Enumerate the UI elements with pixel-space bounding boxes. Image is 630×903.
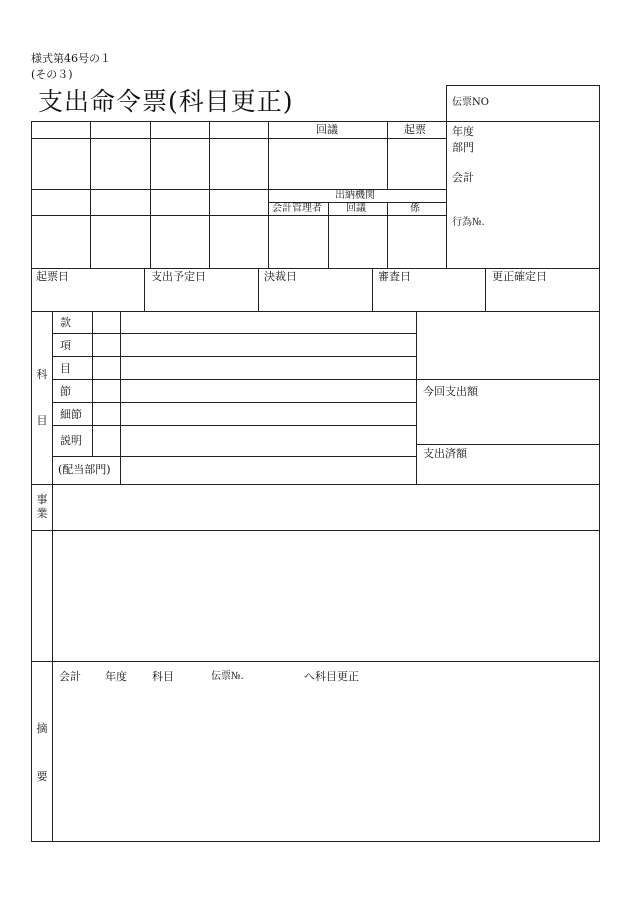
summary-label-1: 摘 [36, 722, 48, 735]
correction-date-label: 更正確定日 [492, 270, 547, 283]
account-label: 会計 [452, 171, 474, 184]
scheduled-payment-date-label: 支出予定日 [151, 270, 206, 283]
subject-label-1: 科 [36, 368, 48, 381]
subject-row-kan: 款 [60, 316, 71, 329]
subject-row-description: 説明 [60, 434, 82, 447]
action-number-label: 行為№. [452, 217, 485, 228]
subject-row-saisetsu: 細節 [60, 408, 82, 421]
circulation2-header: 回議 [346, 203, 366, 214]
summary-year: 年度 [105, 670, 127, 683]
department-label: 部門 [452, 141, 474, 154]
paid-amount-label: 支出済額 [423, 447, 467, 460]
staff-header: 係 [410, 203, 420, 214]
draft-date-label: 起票日 [36, 270, 69, 283]
summary-label-2: 要 [36, 770, 48, 783]
page-title: 支出命令票(科目更正) [38, 87, 294, 116]
project-label-2: 業 [36, 507, 48, 520]
slip-number-label: 伝票NO [452, 97, 489, 108]
subject-row-kou: 項 [60, 339, 71, 352]
subject-label-2: 目 [36, 414, 48, 427]
decision-date-label: 決裁日 [264, 270, 297, 283]
allocation-dept-label: (配当部門) [58, 463, 111, 476]
subject-row-moku: 目 [60, 362, 71, 375]
form-number: 様式第46号の１ [31, 52, 111, 65]
drafter-header: 起票 [404, 123, 426, 136]
summary-slip: 伝票№. [211, 671, 244, 682]
review-date-label: 審査日 [378, 270, 411, 283]
project-label-1: 事 [36, 493, 48, 506]
year-label: 年度 [452, 125, 474, 138]
treasurer-header: 会計管理者 [272, 203, 322, 214]
form-sub-number: (その３) [31, 68, 73, 81]
summary-account: 会計 [59, 670, 81, 683]
treasury-org-header: 出納機関 [335, 190, 375, 201]
summary-correction: へ科目更正 [304, 670, 359, 683]
subject-row-setsu: 節 [60, 385, 71, 398]
summary-subject: 科目 [152, 670, 174, 683]
current-payment-label: 今回支出額 [423, 385, 478, 398]
circulation-header: 回議 [316, 123, 338, 136]
